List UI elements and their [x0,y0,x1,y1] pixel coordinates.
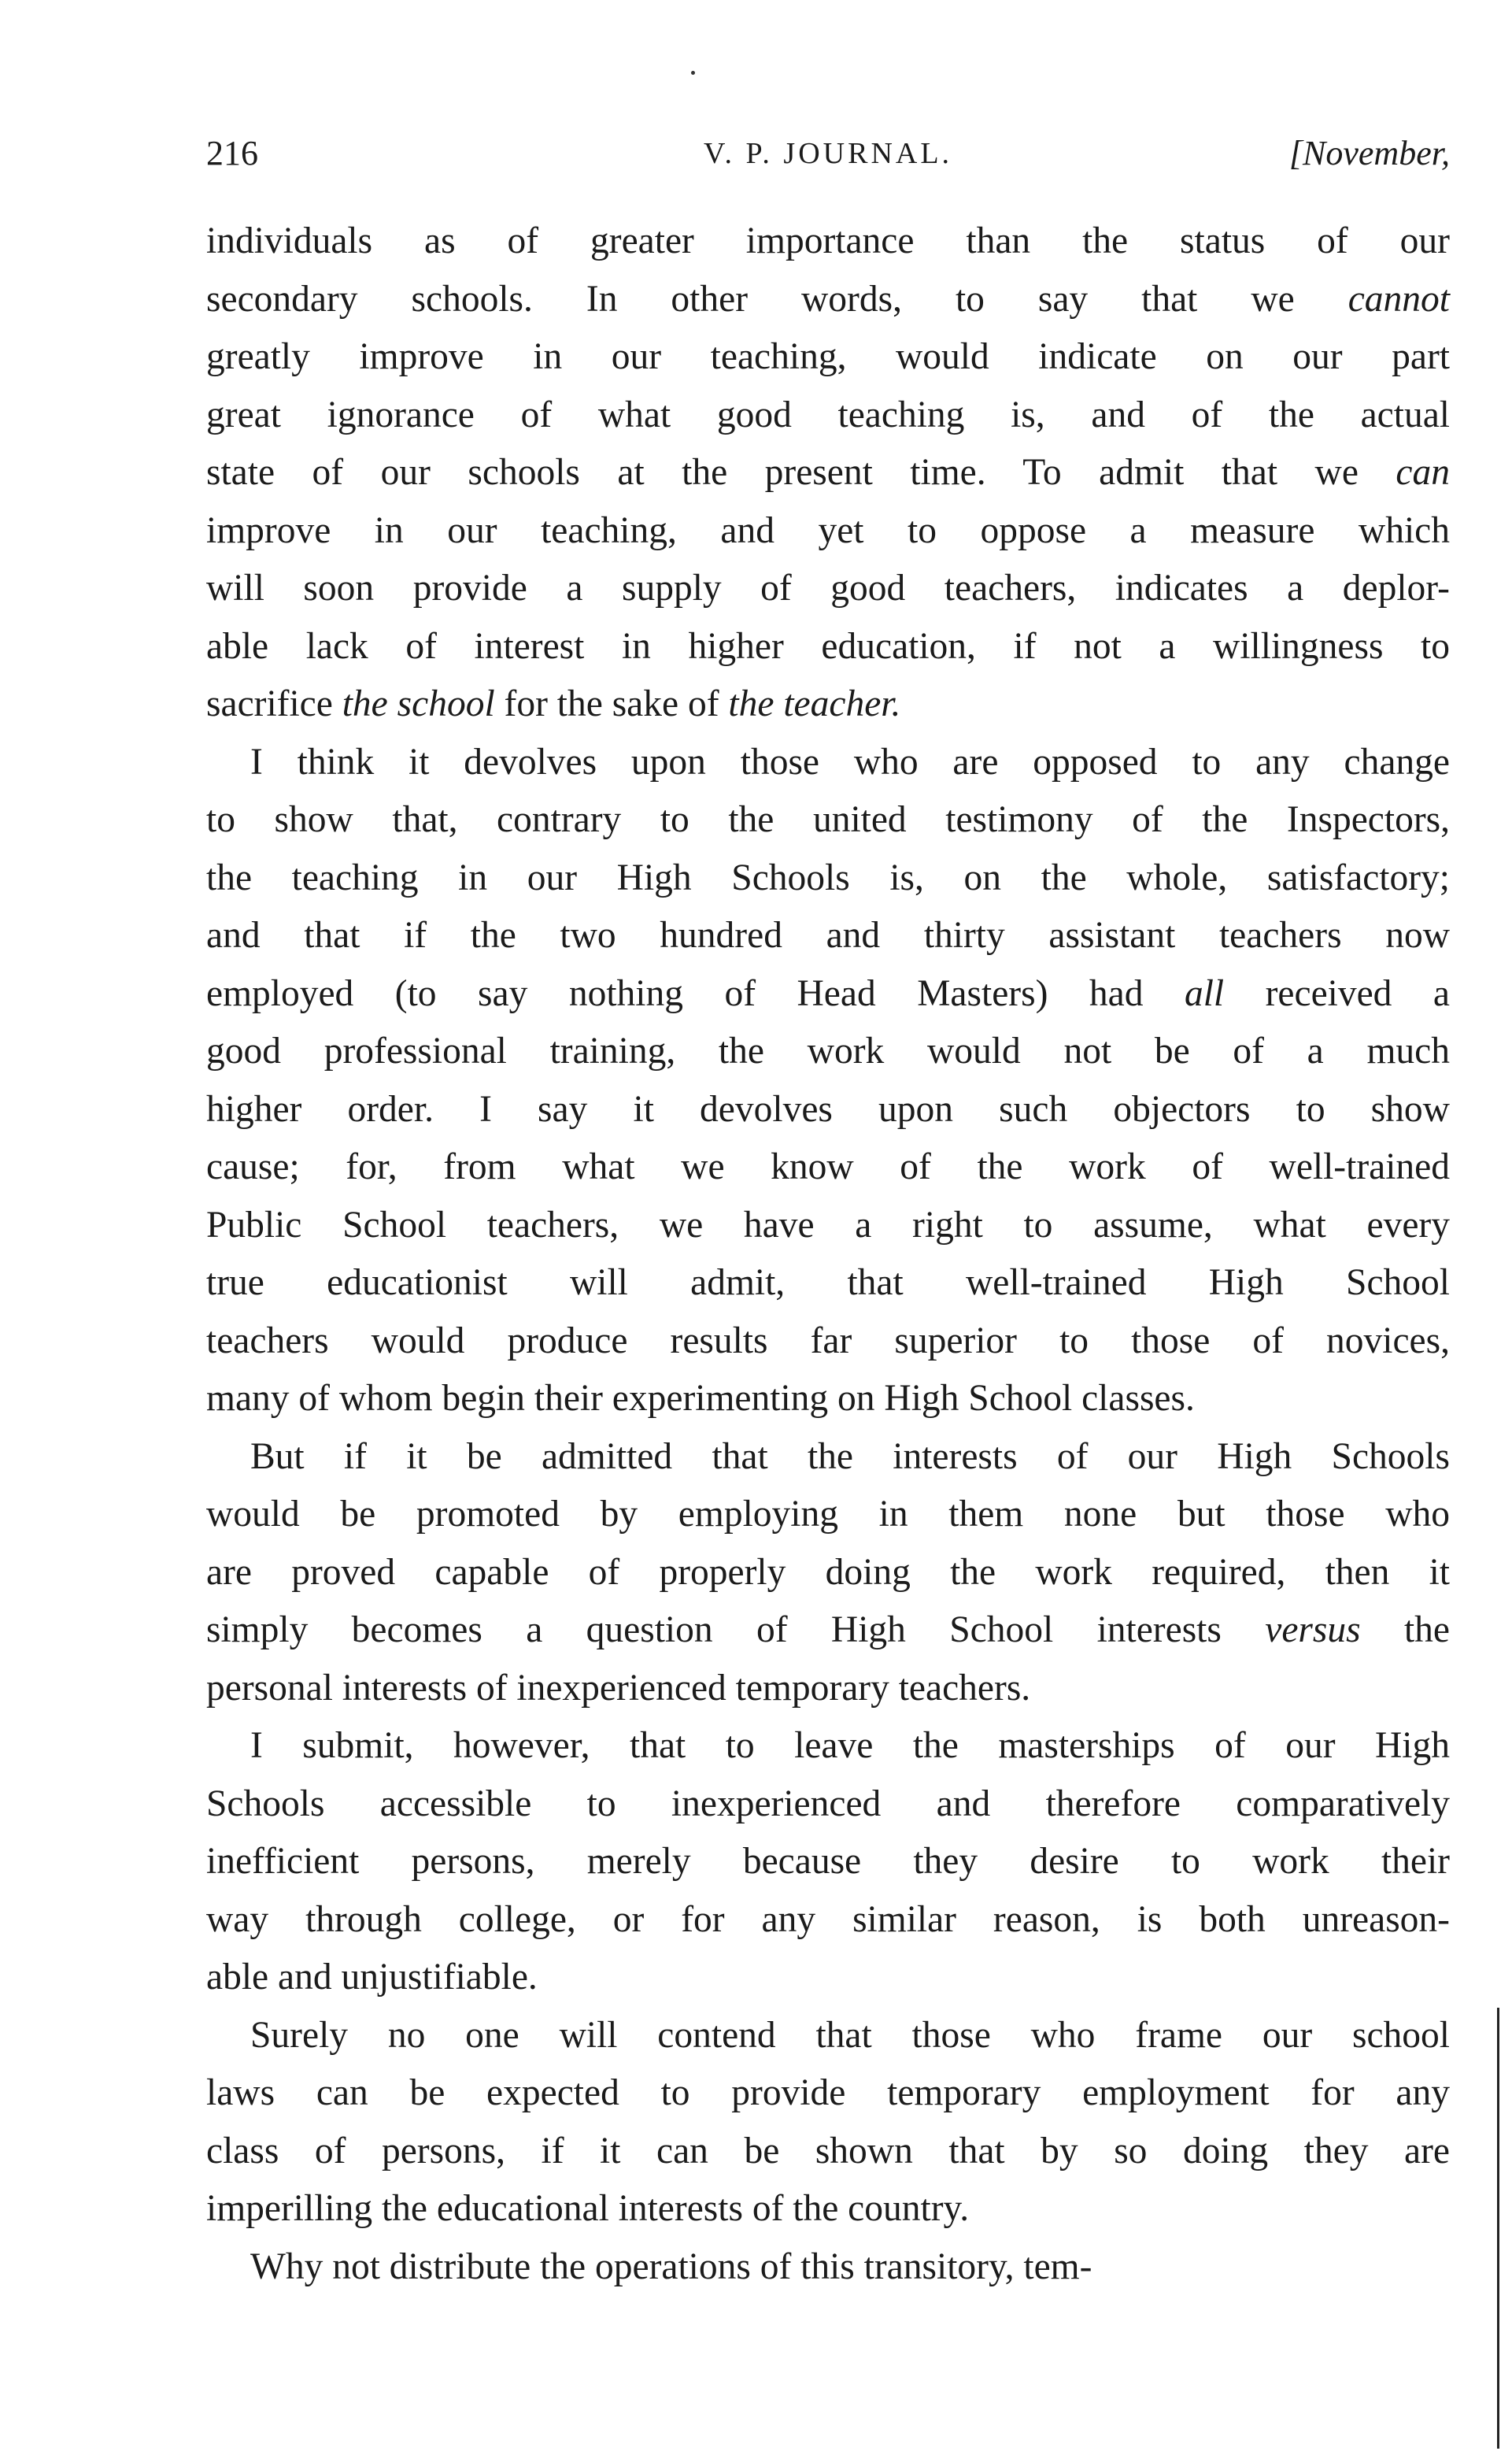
text-run: way through college, or for any similar reason, is both unreason- [206,1898,1450,1940]
paragraph-1 [206,213,1450,734]
text-line [206,2238,1450,2297]
text-line [206,618,1450,676]
text-line [206,387,1450,445]
text-line [206,1486,1450,1544]
print-dot-mark [691,71,695,75]
text-run: can [1396,452,1450,493]
text-run: higher order. I say it devolves upon such objectors to show [206,1088,1450,1130]
text-line [206,560,1450,618]
paragraph-3 [206,1428,1450,1718]
text-run: imperilling the educational interests of the country. [206,2188,970,2229]
paragraph-5 [206,2007,1450,2238]
text-run: are proved capable of properly doing the work required, then it [206,1551,1450,1593]
text-run: employed (to say nothing of Head Masters) had [206,972,1185,1014]
text-line [206,1138,1450,1197]
running-head-month: [November, [1288,134,1450,172]
text-line [206,2064,1450,2123]
text-run: greatly improve in our teaching, would indicate on our part [206,336,1450,377]
text-run: Schools accessible to inexperienced and therefore comparatively [206,1783,1450,1824]
text-run: will soon provide a supply of good teachers, indicates a deplor- [206,568,1450,609]
text-run: state of our schools at the present time. To admit that we [206,452,1396,493]
text-line [206,1891,1450,1949]
text-line [206,1775,1450,1834]
text-line [206,502,1450,561]
text-run: secondary schools. In other words, to say that we [206,278,1348,320]
text-run: laws can be expected to provide temporary employment for any [206,2072,1450,2113]
text-run: Surely no one will contend that those who frame our school [250,2014,1450,2056]
text-run: able and unjustifiable. [206,1957,538,1997]
text-run: true educationist will admit, that well-trained High School [206,1262,1450,1303]
body-text [206,213,1450,2296]
text-run: the school [342,683,495,724]
text-run: and that if the two hundred and thirty assistant teachers now [206,915,1450,956]
text-line [206,1717,1450,1775]
text-line [206,1370,1450,1428]
text-line [206,271,1450,329]
text-line [206,1544,1450,1602]
text-run: simply becomes a question of High School interests [206,1609,1266,1650]
text-run: class of persons, if it can be shown that by so doing they are [206,2130,1450,2171]
text-run: improve in our teaching, and yet to oppose a measure which [206,509,1450,551]
text-run: the [1360,1609,1450,1650]
text-line [206,328,1450,387]
text-run: Public School teachers, we have a right to assume, what every [206,1204,1450,1246]
text-line [206,2180,1450,2238]
text-run: Why not distribute the operations of this transitory, tem- [250,2246,1092,2287]
text-run: I submit, however, that to leave the masterships of our High [250,1725,1450,1766]
journal-title: V. P. JOURNAL. [703,137,953,170]
text-run: But if it be admitted that the interests of our High Schools [250,1435,1450,1477]
text-line [206,2123,1450,2181]
text-run: I think it devolves upon those who are opposed to any change [250,741,1450,783]
text-line [206,1254,1450,1313]
text-line [206,213,1450,271]
text-run: the teaching in our High Schools is, on the whole, satisfactory; [206,857,1450,898]
paragraph-2 [206,734,1450,1428]
text-run: many of whom begin their experimenting on High School classes. [206,1378,1195,1419]
text-line [206,2007,1450,2065]
text-line [206,850,1450,908]
text-run: good professional training, the work would not be of a much [206,1031,1450,1072]
text-run: personal interests of inexperienced temporary teachers. [206,1667,1031,1709]
text-run: inefficient persons, merely because they desire to work their [206,1841,1450,1882]
text-run: individuals as of greater importance than the status of our [206,220,1450,261]
text-run: the teacher. [728,683,901,724]
running-head [206,126,1450,181]
text-line [206,965,1450,1024]
text-run: for the sake of [494,683,729,724]
text-run: able lack of interest in higher education, if not a willingness to [206,625,1450,667]
page-number: 216 [206,134,258,172]
text-line [206,1197,1450,1255]
text-line [206,444,1450,502]
text-line [206,1313,1450,1371]
margin-rule [1497,2008,1499,2449]
text-line [206,1601,1450,1660]
paragraph-6 [206,2238,1450,2297]
text-run: versus [1265,1609,1361,1650]
text-run: would be promoted by employing in them none but those who [206,1494,1450,1535]
text-line [206,734,1450,792]
text-run: great ignorance of what good teaching is, and of the actual [206,394,1450,435]
text-line [206,1949,1450,2007]
text-line [206,1833,1450,1891]
text-line [206,1660,1450,1718]
text-run: all [1184,972,1225,1014]
text-line [206,791,1450,850]
text-run: cannot [1347,278,1450,320]
text-run: received a [1224,972,1450,1014]
text-line [206,1081,1450,1139]
paragraph-4 [206,1717,1450,2007]
text-line [206,676,1450,734]
text-line [206,1023,1450,1081]
text-run: to show that, contrary to the united testimony of the Inspectors, [206,799,1450,840]
text-line [206,907,1450,965]
text-run: teachers would produce results far superior to those of novices, [206,1320,1450,1361]
text-run: cause; for, from what we know of the work of well-trained [206,1146,1450,1187]
text-line [206,1428,1450,1487]
text-run: sacrifice [206,683,342,724]
